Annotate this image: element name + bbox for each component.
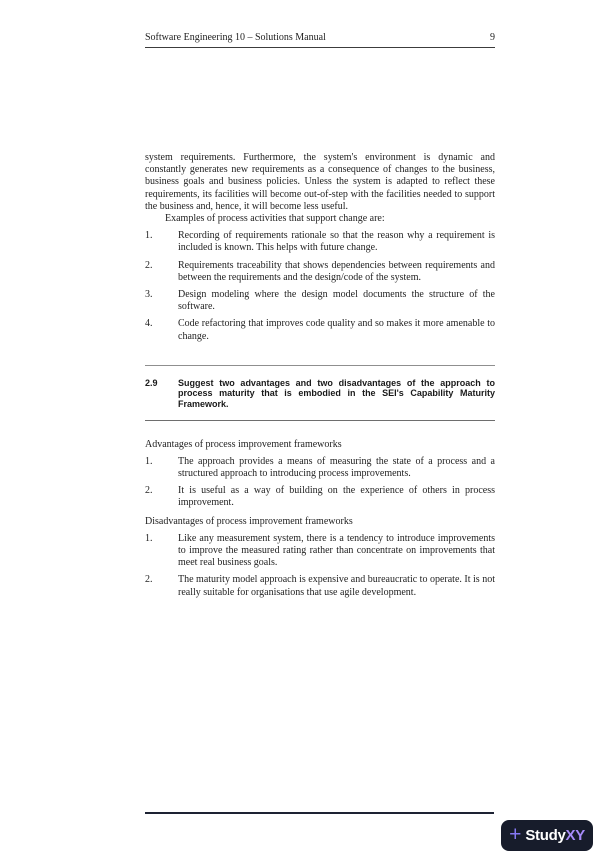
list-item [145,456,495,480]
list-item-number: 1. [145,532,153,544]
examples-lead: Examples of process activities that support change are: [165,213,385,225]
content-column [145,0,495,599]
list-item-text: Code refactoring that improves code quality and so makes it more amenable to change. [178,318,495,342]
question-text: Suggest two advantages and two disadvantages of the approach to process maturity that is embodied in the SEI's Capability Maturity Framework. [178,377,495,410]
list-item-text: The approach provides a means of measuring the state of a process and a structured approach to introducing process improvements. [178,455,495,480]
header-page-number: 9 [490,32,495,43]
advantages-heading: Advantages of process improvement frameworks [145,438,342,450]
header-title: Software Engineering 10 – Solutions Manual [145,32,326,43]
list-item [145,485,495,509]
list-item-number: 2. [145,485,153,497]
list-item [145,230,495,254]
list-item-number: 3. [145,289,153,301]
list-item-number: 4. [145,318,153,330]
list-item-text: Recording of requirements rationale so that the reason why a requirement is included is known. This helps with future change. [178,230,495,254]
change-activities-list [145,230,495,343]
advantages-list [145,456,495,510]
plus-icon: + [509,823,522,846]
disadvantages-list [145,533,495,599]
intro-paragraph: system requirements. Furthermore, the system's environment is dynamic and constantly generates new requirements as a consequence of changes to the business, business goals and business policies. Unless the system is adapted to reflect these requirements, its facilities will become out-of-step with the facilities needed to support the business and, hence, it will become less useful. [145,152,495,212]
list-item-number: 1. [145,455,153,467]
page-header [145,32,495,48]
list-item-text: It is useful as a way of building on the experience of others in process improvement. [178,485,495,509]
list-item [145,289,495,313]
disadvantages-heading: Disadvantages of process improvement frameworks [145,515,353,527]
list-item-number: 1. [145,230,153,242]
list-item [145,574,495,598]
list-item [145,533,495,570]
studyxy-logo-text [525,827,585,844]
brand-accent: XY [565,827,585,844]
list-item-number: 2. [145,574,153,586]
footer-divider [145,812,494,814]
question-number: 2.9 [145,377,158,388]
list-item-text: Like any measurement system, there is a tendency to introduce improvements to improve the measured rating rather than concentrate on improvements that meet real business goals. [178,532,495,569]
brand-primary: Study [525,827,566,844]
list-item [145,318,495,342]
question-2-9-block [145,365,495,421]
list-item-text: Design modeling where the design model documents the structure of the software. [178,289,495,313]
list-item [145,260,495,284]
list-item-text: Requirements traceability that shows dependencies between requirements and between the requirements and the design/code of the system. [178,259,495,283]
list-item-number: 2. [145,259,153,271]
list-item-text: The maturity model approach is expensive and bureaucratic to operate. It is not really suitable for organisations that use agile development. [178,574,495,598]
studyxy-badge[interactable] [501,820,593,851]
